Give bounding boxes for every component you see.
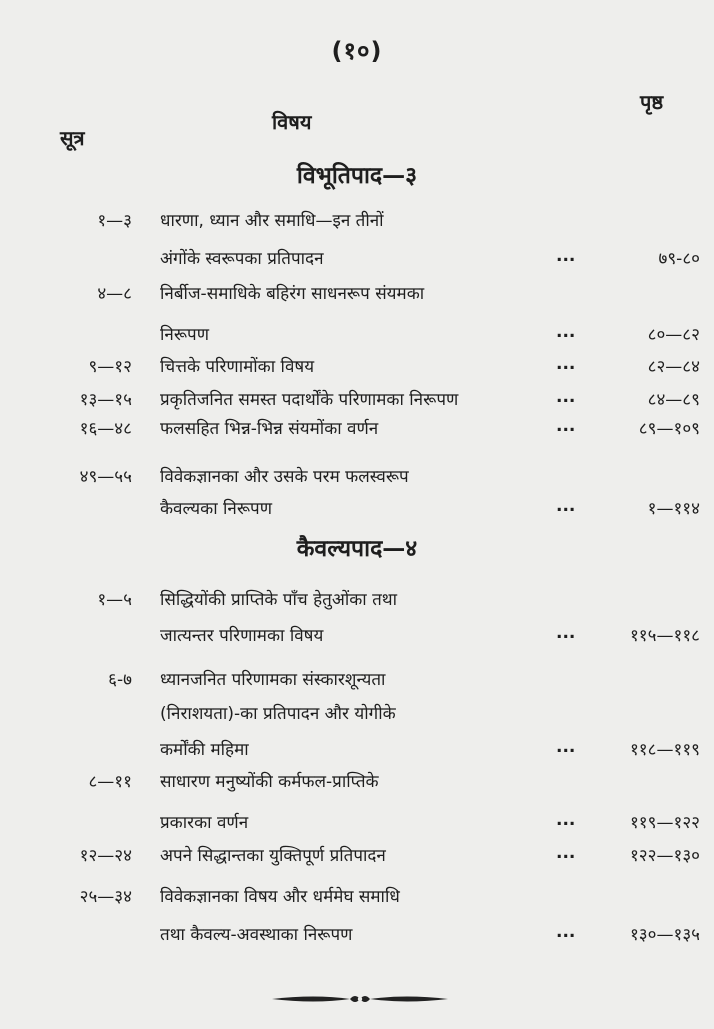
page-range: ८२—८४: [647, 357, 700, 377]
sutra-range: ४—८: [97, 284, 132, 304]
page-range: १३०—१३५: [629, 925, 700, 945]
page-range: १२२—१३०: [629, 846, 700, 866]
leader-dots: ...: [556, 354, 576, 374]
leader-dots: ...: [556, 496, 576, 516]
leader-dots: ...: [556, 322, 576, 342]
topic-line: धारणा, ध्यान और समाधि—इन तीनों: [160, 211, 384, 231]
sutra-range: १—५: [97, 590, 132, 610]
topic-line: विवेकज्ञानका और उसके परम फलस्वरूप: [160, 467, 409, 487]
sutra-range: १२—२४: [79, 846, 132, 866]
topic-line: प्रकृतिजनित समस्त पदार्थोंके परिणामका निरूपण: [160, 390, 459, 410]
leader-dots: ...: [556, 737, 576, 757]
topic-line: फलसहित भिन्न-भिन्न संयमोंका वर्णन: [160, 419, 379, 439]
section-title: विभूतिपाद—३: [296, 163, 418, 189]
page-range: ८०—८२: [647, 325, 700, 345]
page-range: ११५—११८: [629, 626, 700, 646]
sutra-range: २५—३४: [79, 887, 132, 907]
topic-line: (निराशयता)-का प्रतिपादन और योगीके: [160, 704, 396, 724]
page-range: ११८—११९: [629, 740, 700, 760]
section-title: कैवल्यपाद—४: [296, 536, 418, 562]
ornament-divider: [270, 992, 450, 1006]
topic-line: निर्बीज-समाधिके बहिरंग साधनरूप संयमका: [160, 284, 425, 304]
topic-line: सिद्धियोंकी प्राप्तिके पाँच हेतुओंका तथा: [160, 590, 398, 610]
topic-line: प्रकारका वर्णन: [160, 813, 249, 833]
topic-line: कैवल्यका निरूपण: [160, 499, 272, 519]
page-range: १—११४: [647, 499, 700, 519]
page-range: ८४—८९: [647, 390, 700, 410]
leader-dots: ...: [556, 623, 576, 643]
topic-line: निरूपण: [160, 325, 209, 345]
topic-line: साधारण मनुष्योंकी कर्मफल-प्राप्तिके: [160, 772, 379, 792]
page-range: ११९—१२२: [629, 813, 700, 833]
leader-dots: ...: [556, 387, 576, 407]
sutra-range: १६—४८: [79, 419, 132, 439]
topic-line: विवेकज्ञानका विषय और धर्ममेघ समाधि: [160, 887, 400, 907]
topic-line: तथा कैवल्य-अवस्थाका निरूपण: [160, 925, 353, 945]
page-number: (१०): [331, 37, 383, 65]
sutra-range: ९—१२: [88, 357, 132, 377]
topic-line: ध्यानजनित परिणामका संस्कारशून्यता: [160, 670, 386, 690]
sutra-range: १—३: [97, 211, 132, 231]
sutra-range: १३—१५: [79, 390, 132, 410]
topic-line: चित्तके परिणामोंका विषय: [160, 357, 315, 377]
leader-dots: ...: [556, 843, 576, 863]
header-prishth: पृष्ठ: [640, 90, 664, 114]
header-sutra: सूत्र: [60, 126, 85, 150]
leader-dots: ...: [556, 246, 576, 266]
topic-line: अंगोंके स्वरूपका प्रतिपादन: [160, 249, 324, 269]
leader-dots: ...: [556, 810, 576, 830]
sutra-range: ८—११: [88, 772, 132, 792]
leader-dots: ...: [556, 922, 576, 942]
page-range: ८९—१०९: [638, 419, 700, 439]
topic-line: अपने सिद्धान्तका युक्तिपूर्ण प्रतिपादन: [160, 846, 386, 866]
topic-line: जात्यन्तर परिणामका विषय: [160, 626, 324, 646]
sutra-range: ४९—५५: [79, 467, 132, 487]
topic-line: कर्मोंकी महिमा: [160, 740, 249, 760]
page-range: ७९-८०: [658, 249, 700, 269]
sutra-range: ६-७: [108, 670, 132, 690]
header-vishay: विषय: [272, 110, 312, 134]
leader-dots: ...: [556, 416, 576, 436]
